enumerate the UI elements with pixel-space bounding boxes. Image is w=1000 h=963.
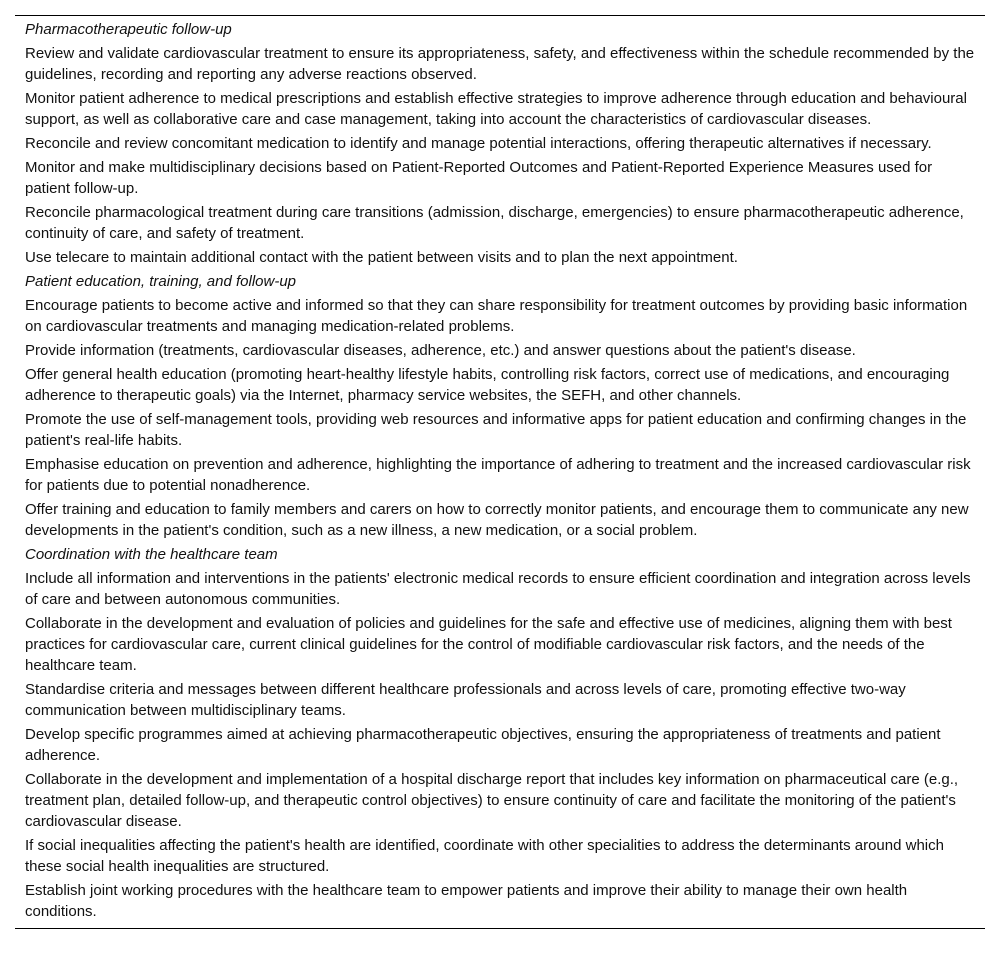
table-row: Monitor and make multidisciplinary decisions based on Patient-Reported Outcomes and Patient-Reported Experience Measures used for patient follow-up.	[25, 159, 933, 197]
table-row: Offer general health education (promoting heart-healthy lifestyle habits, controlling risk factors, correct use of medications, and encouraging adherence to therapeutic goals) via the Internet, pharmacy service websites, the SEFH, and other channels.	[25, 366, 950, 404]
table-row: Emphasise education on prevention and adherence, highlighting the importance of adhering to treatment and the increased cardiovascular risk for patients due to potential nonadherence.	[25, 456, 971, 494]
table-row: Encourage patients to become active and informed so that they can share responsibility for treatment outcomes by providing basic information on cardiovascular treatments and managing medication-related problems.	[25, 297, 968, 335]
table-row: Monitor patient adherence to medical prescriptions and establish effective strategies to improve adherence through education and behavioural support, as well as collaborative care and case management, taking into account the characteristics of cardiovascular diseases.	[25, 90, 967, 128]
section-heading: Patient education, training, and follow-up	[25, 273, 297, 290]
section-heading: Coordination with the healthcare team	[25, 546, 278, 563]
table-row: Reconcile pharmacological treatment during care transitions (admission, discharge, emergencies) to ensure pharmacotherapeutic adherence, continuity of care, and safety of treatment.	[25, 204, 964, 242]
table-row: Establish joint working procedures with the healthcare team to empower patients and improve their ability to manage their own health conditions.	[25, 882, 908, 920]
table-row: Develop specific programmes aimed at achieving pharmacotherapeutic objectives, ensuring the appropriateness of treatments and patient adherence.	[25, 726, 941, 764]
table-row: Use telecare to maintain additional contact with the patient between visits and to plan the next appointment.	[25, 249, 738, 266]
table-row: Offer training and education to family members and carers on how to correctly monitor patients, and encourage them to communicate any new developments in the patient's condition, such as a new illness, a new medication, or a social problem.	[25, 501, 969, 539]
table-row: Promote the use of self-management tools, providing web resources and informative apps for patient education and confirming changes in the patient's real-life habits.	[25, 411, 967, 449]
table-row: If social inequalities affecting the patient's health are identified, coordinate with other specialities to address the determinants around which these social health inequalities are structured.	[25, 837, 944, 875]
table-row: Provide information (treatments, cardiovascular diseases, adherence, etc.) and answer questions about the patient's disease.	[25, 342, 856, 359]
table-row: Standardise criteria and messages between different healthcare professionals and across levels of care, promoting effective two-way communication between multidisciplinary teams.	[25, 681, 906, 719]
table-row: Reconcile and review concomitant medication to identify and manage potential interactions, offering therapeutic alternatives if necessary.	[25, 135, 932, 152]
section-heading: Pharmacotherapeutic follow-up	[25, 21, 232, 38]
table-row: Review and validate cardiovascular treatment to ensure its appropriateness, safety, and effectiveness within the schedule recommended by the guidelines, recording and reporting any adverse reactions observed.	[25, 45, 975, 83]
table-row: Collaborate in the development and evaluation of policies and guidelines for the safe and effective use of medicines, aligning them with best practices for cardiovascular care, current clinical guidelines for the control of modifiable cardiovascular risk factors, and the needs of the healthcare team.	[25, 615, 952, 674]
table-row: Include all information and interventions in the patients' electronic medical records to ensure efficient coordination and integration across levels of care and between autonomous communities.	[25, 570, 971, 608]
activities-table	[15, 15, 985, 929]
table-row: Collaborate in the development and implementation of a hospital discharge report that includes key information on pharmaceutical care (e.g., treatment plan, detailed follow-up, and therapeutic control objectives) to ensure continuity of care and facilitate the monitoring of the patient's cardiovascular disease.	[25, 771, 959, 830]
